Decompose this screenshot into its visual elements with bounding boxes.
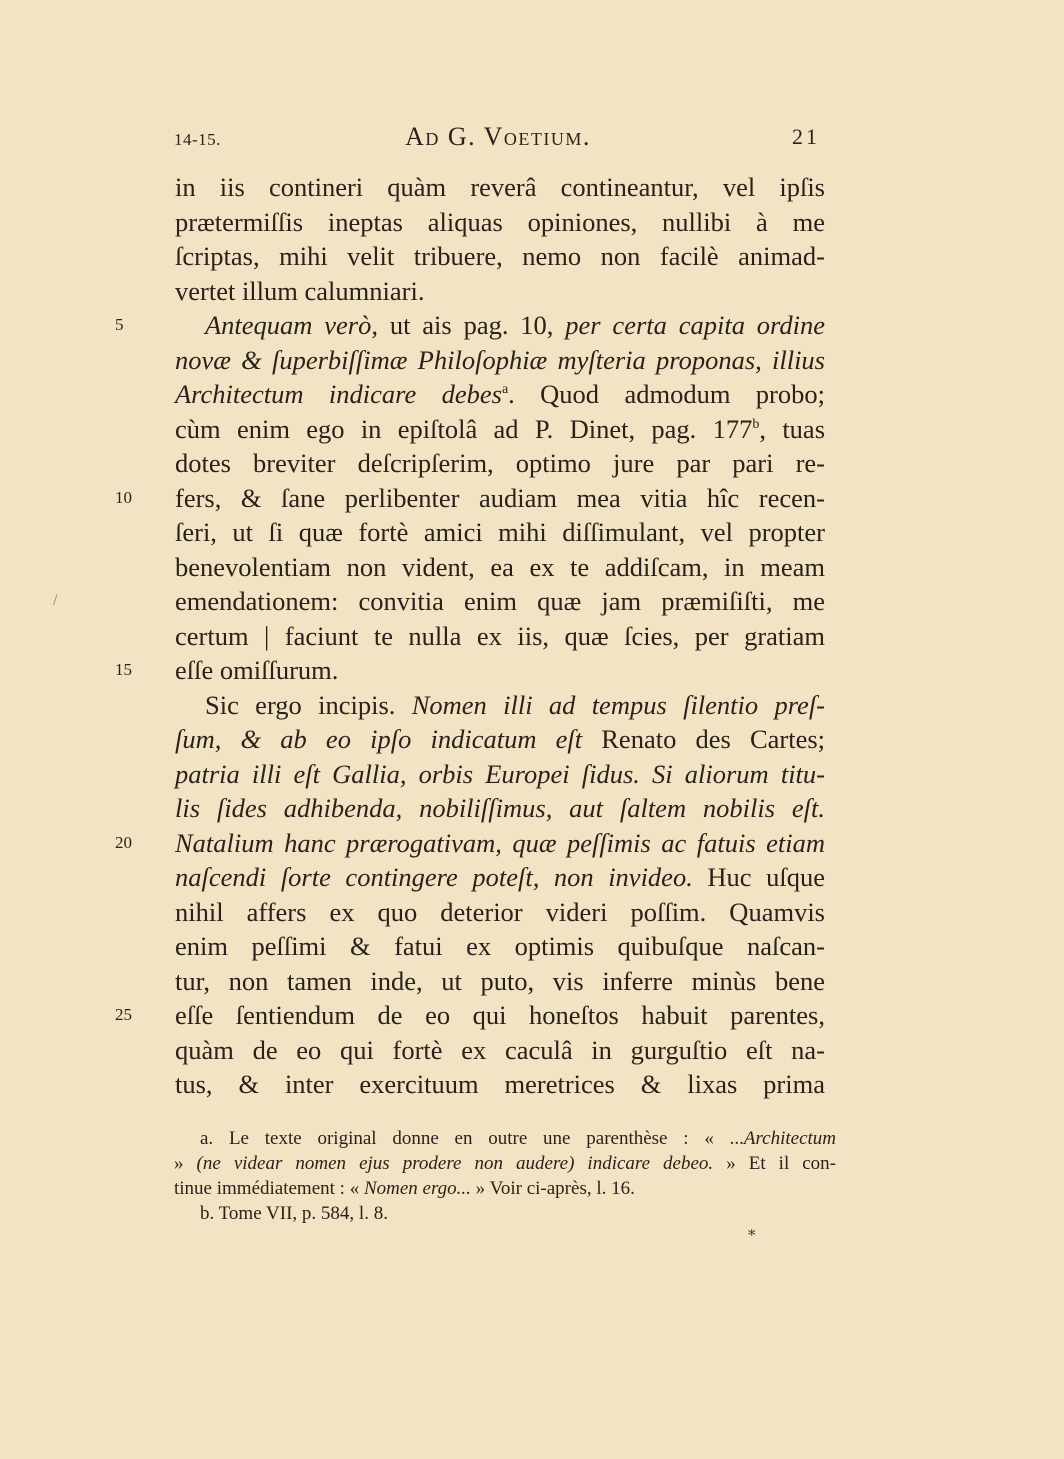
text-line: dotes breviter deſcripſerim, optimo jure par pari re- [175,448,825,478]
text-line: nihil affers ex quo deterior videri poſſim. Quamvis [175,896,825,927]
page-number: 21 [792,124,820,149]
line-number: 5 [115,315,124,334]
text-line: quàm de eo qui fortè ex caculâ in gurguſtio eſt na- [175,1034,825,1065]
running-header [172,122,824,156]
text-line: vertet illum calumniari. [175,275,425,306]
text-line: 25 eſſe ſentiendum de eo qui honeſtos habuit parentes, [175,998,825,1033]
line-number: 15 [115,660,132,679]
text-line: in iis contineri quàm reverâ contineantur, vel ipſis [175,172,825,202]
text-line: / emendationem: convitia enim quæ jam præmiſiſti, me [175,584,825,619]
text-line: naſcendi ſorte contingere poteſt, non invideo. Huc uſque [175,862,825,892]
line-number: 10 [115,487,132,507]
header-page-range: 14-15. [174,130,221,149]
text-line: prætermiſſis ineptas aliquas opiniones, nullibi à me [175,206,825,237]
text-line: 5 Antequam verò, ut ais pag. 10, per certa capita ordine [175,308,825,343]
footnotes [174,1126,837,1226]
footnote-b: b. Tome VII, p. 584, l. 8. [200,1203,388,1224]
text-line: 20 Natalium hanc prærogativam, quæ peſſimis ac fatuis etiam [175,826,825,861]
text-line: novæ & ſuperbiſſimæ Philoſophiæ myſteria proponas, illius [175,344,825,375]
text-line: ſeri, ut ſi quæ fortè amici mihi diſſimulant, vel propter [175,517,825,547]
text-line: Architectum indicare debes$^a$. Quod admodum probo; [175,379,825,409]
text-line: 15 eſſe omiſſurum. [175,653,825,688]
text-line: lis ſides adhibenda, nobiliſſimus, aut ſaltem nobilis eſt. [175,793,825,823]
line-number: 25 [115,1005,132,1024]
text-line: tur, non tamen inde, ut puto, vis inferre minùs bene [175,965,825,996]
footnote-ref-a: a [501,382,509,398]
line-number: 20 [115,832,132,852]
text-line: enim peſſimi & fatui ex optimis quibuſque naſcan- [175,931,825,961]
main-text [53,170,826,1102]
footnote-a: a. Le texte original donne en outre une parenthèse : « ...Architectum [200,1128,836,1149]
signature-mark: * [748,1226,756,1244]
text-line: tus, & inter exercituum meretrices & lixas prima [175,1069,825,1099]
text-line: benevolentiam non vident, ea ex te addiſcam, in meam [175,551,825,582]
text-line: certum | faciunt te nulla ex iis, quæ ſcies, per gratiam [175,620,825,651]
text-line: 10 fers, & ſane perlibenter audiam mea vitia hîc recen- [175,481,825,516]
text-line: ſcriptas, mihi velit tribuere, nemo non facilè animad- [175,241,825,271]
text-line: patria illi eſt Gallia, orbis Europei ſidus. Si aliorum titu- [175,758,825,789]
text-line: cùm enim ego in epiſtolâ ad P. Dinet, pag. 177$^b$, tuas [175,413,826,444]
footnote-ref-b: b [752,416,760,432]
margin-mark: / [53,592,58,609]
text-line: ſum, & ab eo ipſo indicatum eſt Renato des Cartes; [175,724,826,754]
header-title: Ad G. Voetium. [405,122,591,151]
text-line: Sic ergo incipis. Nomen illi ad tempus ſilentio preſ- [205,689,826,720]
footnote-a-cont: » (ne videar nomen ejus prodere non audere) indicare debeo. » Et il con- [174,1153,837,1174]
footnote-a-cont: tinue immédiatement : « Nomen ergo... » Voir ci-après, l. 16. [174,1178,635,1199]
